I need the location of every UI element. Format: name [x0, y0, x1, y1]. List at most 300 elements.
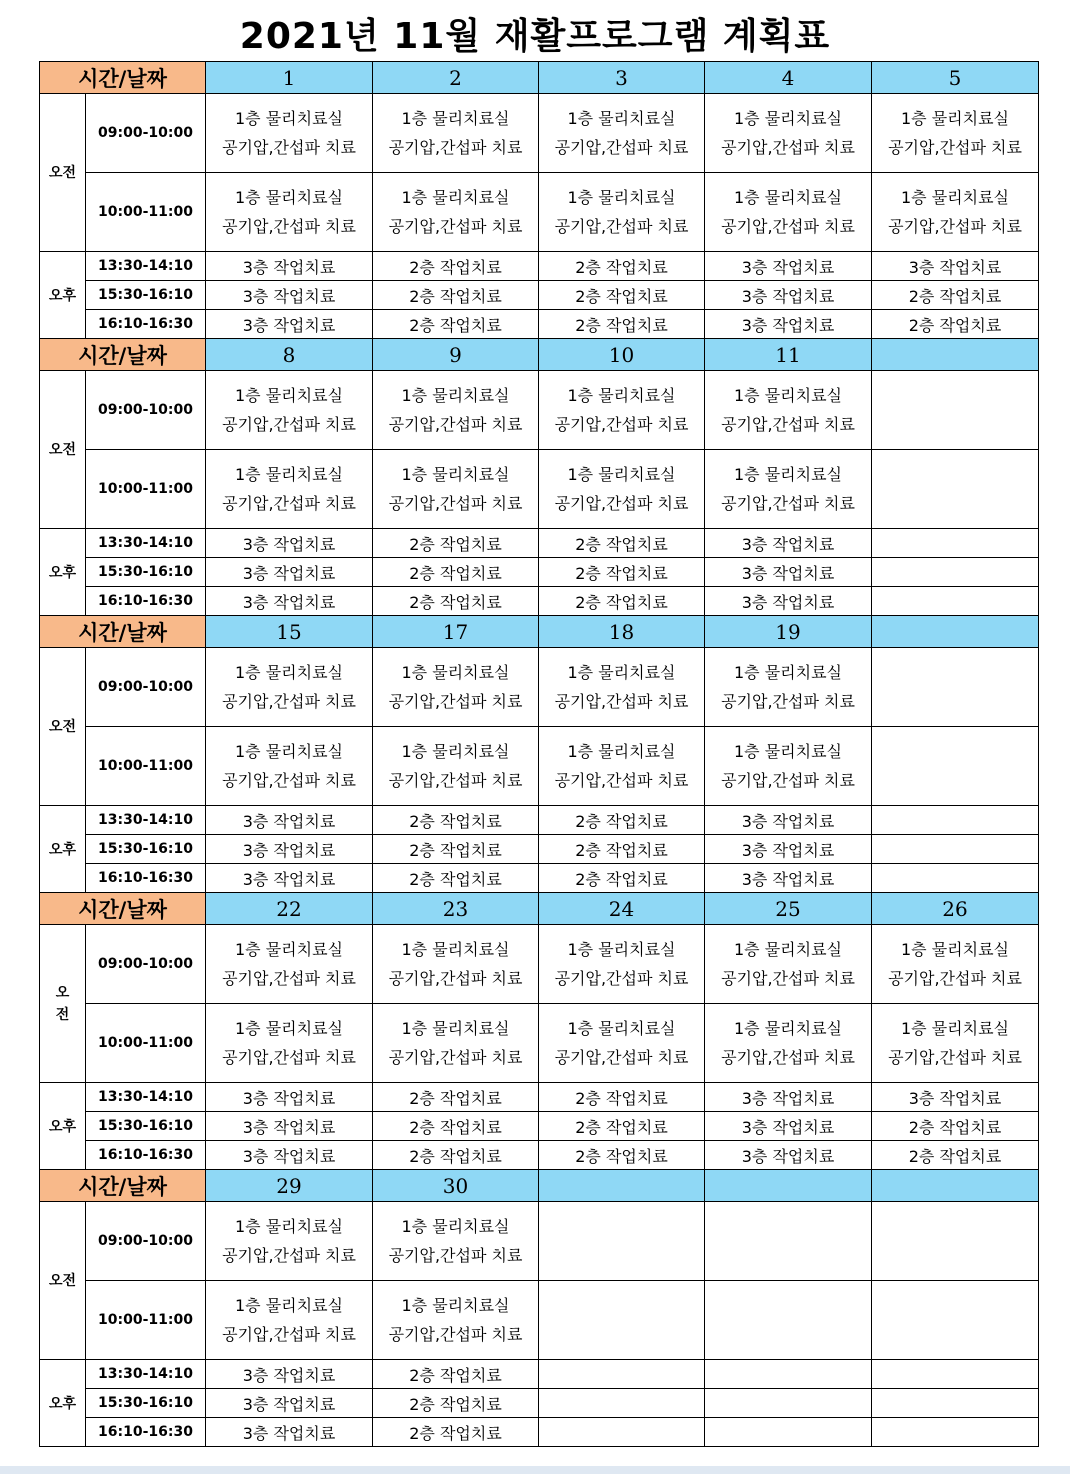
day-number: [872, 1170, 1039, 1202]
time-date-label: 시간/날짜: [40, 1170, 206, 1202]
treatment-type: 공기압,간섭파 치료: [554, 771, 689, 790]
treatment-type: 공기압,간섭파 치료: [721, 217, 855, 236]
schedule-cell: 2층 작업치료: [373, 252, 539, 281]
window-bottom-edge: [0, 1466, 1070, 1474]
treatment-location: 1층 물리치료실: [235, 742, 344, 761]
schedule-cell: [206, 1004, 373, 1083]
time-slot: 09:00-10:00: [86, 371, 206, 450]
treatment-location: 1층 물리치료실: [235, 188, 344, 207]
treatment-type: 공기압,간섭파 치료: [721, 138, 855, 157]
day-number: [539, 1170, 705, 1202]
time-slot: 09:00-10:00: [86, 1202, 206, 1281]
treatment-type: 공기압,간섭파 치료: [388, 494, 523, 513]
pm-row: [40, 1389, 1039, 1418]
schedule-cell: [206, 1202, 373, 1281]
schedule-cell: 2층 작업치료: [373, 806, 539, 835]
schedule-cell: 2층 작업치료: [373, 1418, 539, 1447]
treatment-location: 1층 물리치료실: [235, 663, 344, 682]
pm-row: [40, 1112, 1039, 1141]
pm-row: [40, 529, 1039, 558]
schedule-cell: [705, 450, 872, 529]
schedule-cell: 2층 작업치료: [539, 864, 705, 893]
treatment-location: 1층 물리치료실: [734, 1019, 843, 1038]
treatment-location: 1층 물리치료실: [567, 940, 676, 959]
schedule-cell: 2층 작업치료: [539, 835, 705, 864]
treatment-type: 공기압,간섭파 치료: [721, 969, 855, 988]
schedule-cell: 2층 작업치료: [373, 1360, 539, 1389]
schedule-cell: [705, 1360, 872, 1389]
day-number: 18: [539, 616, 705, 648]
schedule-cell: 3층 작업치료: [206, 252, 373, 281]
schedule-cell: 3층 작업치료: [705, 1112, 872, 1141]
time-slot: 09:00-10:00: [86, 648, 206, 727]
treatment-type: 공기압,간섭파 치료: [388, 415, 523, 434]
schedule-cell: 3층 작업치료: [705, 1141, 872, 1170]
schedule-cell: [206, 648, 373, 727]
time-slot: 15:30-16:10: [86, 558, 206, 587]
pm-row: [40, 558, 1039, 587]
schedule-cell: 2층 작업치료: [539, 310, 705, 339]
schedule-cell: 3층 작업치료: [705, 252, 872, 281]
schedule-cell: [705, 1418, 872, 1447]
time-slot: 13:30-14:10: [86, 806, 206, 835]
schedule-cell: [705, 727, 872, 806]
treatment-location: 1층 물리치료실: [734, 465, 843, 484]
treatment-location: 1층 물리치료실: [401, 465, 510, 484]
treatment-location: 1층 물리치료실: [567, 1019, 676, 1038]
treatment-location: 1층 물리치료실: [567, 663, 676, 682]
schedule-cell: 2층 작업치료: [373, 864, 539, 893]
pm-row: [40, 1141, 1039, 1170]
period-pm-label: 오후: [40, 252, 86, 339]
schedule-cell: [373, 371, 539, 450]
day-number: 4: [705, 62, 872, 94]
time-slot: 10:00-11:00: [86, 450, 206, 529]
treatment-location: 1층 물리치료실: [567, 188, 676, 207]
schedule-cell: [872, 835, 1039, 864]
schedule-cell: 2층 작업치료: [373, 835, 539, 864]
pm-row: [40, 281, 1039, 310]
treatment-type: 공기압,간섭파 치료: [388, 771, 523, 790]
treatment-location: 1층 물리치료실: [901, 188, 1010, 207]
schedule-cell: [872, 558, 1039, 587]
am-row: [40, 173, 1039, 252]
schedule-cell: [705, 1004, 872, 1083]
schedule-cell: [872, 1389, 1039, 1418]
time-slot: 15:30-16:10: [86, 1112, 206, 1141]
schedule-cell: 2층 작업치료: [872, 310, 1039, 339]
schedule-cell: 2층 작업치료: [539, 806, 705, 835]
day-number: 30: [373, 1170, 539, 1202]
schedule-cell: [872, 925, 1039, 1004]
treatment-location: 1층 물리치료실: [235, 1296, 344, 1315]
day-number: 1: [206, 62, 373, 94]
day-number: 17: [373, 616, 539, 648]
day-number: 9: [373, 339, 539, 371]
schedule-cell: 3층 작업치료: [206, 529, 373, 558]
pm-row: [40, 1083, 1039, 1112]
treatment-location: 1층 물리치료실: [235, 109, 344, 128]
schedule-cell: 2층 작업치료: [539, 558, 705, 587]
schedule-cell: 3층 작업치료: [206, 1083, 373, 1112]
treatment-location: 1층 물리치료실: [567, 465, 676, 484]
treatment-location: 1층 물리치료실: [734, 188, 843, 207]
schedule-cell: [206, 1281, 373, 1360]
schedule-cell: [539, 450, 705, 529]
treatment-type: 공기압,간섭파 치료: [222, 1325, 356, 1344]
pm-row: [40, 1418, 1039, 1447]
time-slot: 15:30-16:10: [86, 835, 206, 864]
am-row: [40, 94, 1039, 173]
time-date-label: 시간/날짜: [40, 616, 206, 648]
day-number: 11: [705, 339, 872, 371]
schedule-cell: 3층 작업치료: [206, 864, 373, 893]
am-row: [40, 1281, 1039, 1360]
schedule-cell: 2층 작업치료: [539, 529, 705, 558]
schedule-cell: 3층 작업치료: [705, 310, 872, 339]
am-row: [40, 925, 1039, 1004]
schedule-cell: 3층 작업치료: [206, 1389, 373, 1418]
schedule-cell: [705, 1281, 872, 1360]
treatment-type: 공기압,간섭파 치료: [721, 415, 855, 434]
schedule-cell: [539, 1202, 705, 1281]
schedule-cell: [872, 1281, 1039, 1360]
schedule-cell: 2층 작업치료: [373, 281, 539, 310]
schedule-cell: [872, 1360, 1039, 1389]
day-number: [872, 616, 1039, 648]
treatment-location: 1층 물리치료실: [235, 465, 344, 484]
treatment-location: 1층 물리치료실: [401, 940, 510, 959]
schedule-cell: [705, 94, 872, 173]
schedule-cell: 3층 작업치료: [206, 1141, 373, 1170]
pm-row: [40, 252, 1039, 281]
treatment-type: 공기압,간섭파 치료: [888, 1048, 1022, 1067]
treatment-location: 1층 물리치료실: [734, 742, 843, 761]
schedule-cell: 2층 작업치료: [373, 529, 539, 558]
treatment-type: 공기압,간섭파 치료: [388, 969, 523, 988]
schedule-cell: 2층 작업치료: [373, 1141, 539, 1170]
schedule-cell: [705, 1389, 872, 1418]
treatment-location: 1층 물리치료실: [401, 188, 510, 207]
schedule-cell: 2층 작업치료: [373, 1389, 539, 1418]
schedule-cell: [373, 1004, 539, 1083]
pm-row: [40, 806, 1039, 835]
time-slot: 10:00-11:00: [86, 727, 206, 806]
treatment-type: 공기압,간섭파 치료: [222, 1246, 356, 1265]
treatment-type: 공기압,간섭파 치료: [554, 415, 689, 434]
treatment-location: 1층 물리치료실: [401, 742, 510, 761]
schedule-cell: 2층 작업치료: [539, 587, 705, 616]
schedule-cell: [705, 925, 872, 1004]
schedule-cell: 3층 작업치료: [206, 1112, 373, 1141]
schedule-cell: [206, 450, 373, 529]
schedule-cell: [539, 1389, 705, 1418]
schedule-cell: [373, 450, 539, 529]
schedule-cell: 3층 작업치료: [705, 806, 872, 835]
time-slot: 10:00-11:00: [86, 1281, 206, 1360]
schedule-cell: 3층 작업치료: [206, 1360, 373, 1389]
schedule-cell: [373, 925, 539, 1004]
schedule-cell: 3층 작업치료: [705, 1083, 872, 1112]
schedule-cell: [373, 94, 539, 173]
schedule-cell: [539, 1281, 705, 1360]
schedule-cell: [373, 173, 539, 252]
treatment-type: 공기압,간섭파 치료: [721, 692, 855, 711]
schedule-cell: [206, 94, 373, 173]
treatment-type: 공기압,간섭파 치료: [721, 1048, 855, 1067]
treatment-location: 1층 물리치료실: [734, 940, 843, 959]
day-number: 8: [206, 339, 373, 371]
schedule-cell: 3층 작업치료: [705, 835, 872, 864]
schedule-cell: 2층 작업치료: [373, 1112, 539, 1141]
day-number: 22: [206, 893, 373, 925]
schedule-cell: 2층 작업치료: [373, 587, 539, 616]
schedule-cell: 3층 작업치료: [206, 587, 373, 616]
day-number: 26: [872, 893, 1039, 925]
treatment-type: 공기압,간섭파 치료: [888, 138, 1022, 157]
treatment-location: 1층 물리치료실: [401, 1217, 510, 1236]
am-row: [40, 1202, 1039, 1281]
period-am-label: 오전: [40, 94, 86, 252]
treatment-type: 공기압,간섭파 치료: [388, 1246, 523, 1265]
am-row: [40, 450, 1039, 529]
day-number: [705, 1170, 872, 1202]
treatment-location: 1층 물리치료실: [567, 109, 676, 128]
treatment-type: 공기압,간섭파 치료: [721, 771, 855, 790]
schedule-cell: [539, 1360, 705, 1389]
am-row: [40, 648, 1039, 727]
day-number: 5: [872, 62, 1039, 94]
day-number: 10: [539, 339, 705, 371]
schedule-cell: 2층 작업치료: [373, 310, 539, 339]
schedule-cell: 2층 작업치료: [373, 558, 539, 587]
treatment-type: 공기압,간섭파 치료: [888, 217, 1022, 236]
treatment-location: 1층 물리치료실: [235, 1019, 344, 1038]
schedule-cell: 2층 작업치료: [373, 1083, 539, 1112]
schedule-cell: [539, 1418, 705, 1447]
day-number: 29: [206, 1170, 373, 1202]
treatment-type: 공기압,간섭파 치료: [888, 969, 1022, 988]
treatment-location: 1층 물리치료실: [401, 1296, 510, 1315]
time-date-label: 시간/날짜: [40, 893, 206, 925]
treatment-type: 공기압,간섭파 치료: [222, 969, 356, 988]
schedule-cell: [705, 173, 872, 252]
period-am-label: 오전: [40, 371, 86, 529]
time-slot: 09:00-10:00: [86, 94, 206, 173]
period-pm-label: 오후: [40, 806, 86, 893]
week-header-row: [40, 62, 1039, 94]
schedule-cell: 3층 작업치료: [206, 558, 373, 587]
schedule-table: [39, 61, 1039, 1447]
treatment-type: 공기압,간섭파 치료: [721, 494, 855, 513]
treatment-location: 1층 물리치료실: [401, 663, 510, 682]
schedule-cell: [373, 648, 539, 727]
schedule-cell: 3층 작업치료: [705, 558, 872, 587]
schedule-cell: [872, 727, 1039, 806]
period-am-label: 오 전: [40, 925, 86, 1083]
schedule-cell: 3층 작업치료: [206, 310, 373, 339]
treatment-type: 공기압,간섭파 치료: [388, 1048, 523, 1067]
treatment-location: 1층 물리치료실: [235, 1217, 344, 1236]
day-number: 3: [539, 62, 705, 94]
am-row: [40, 727, 1039, 806]
treatment-type: 공기압,간섭파 치료: [554, 138, 689, 157]
schedule-cell: 2층 작업치료: [539, 252, 705, 281]
treatment-location: 1층 물리치료실: [734, 109, 843, 128]
schedule-cell: 3층 작업치료: [872, 252, 1039, 281]
day-number: 24: [539, 893, 705, 925]
schedule-cell: [539, 1004, 705, 1083]
time-slot: 16:10-16:30: [86, 864, 206, 893]
schedule-cell: [872, 371, 1039, 450]
pm-row: [40, 587, 1039, 616]
schedule-cell: [539, 925, 705, 1004]
schedule-cell: [206, 727, 373, 806]
pm-row: [40, 310, 1039, 339]
time-slot: 16:10-16:30: [86, 587, 206, 616]
pm-row: [40, 1360, 1039, 1389]
day-number: 2: [373, 62, 539, 94]
treatment-type: 공기압,간섭파 치료: [222, 415, 356, 434]
time-slot: 16:10-16:30: [86, 1418, 206, 1447]
treatment-type: 공기압,간섭파 치료: [554, 969, 689, 988]
treatment-type: 공기압,간섭파 치료: [554, 217, 689, 236]
schedule-cell: 3층 작업치료: [206, 281, 373, 310]
schedule-cell: [872, 450, 1039, 529]
schedule-cell: 2층 작업치료: [872, 281, 1039, 310]
schedule-cell: [872, 94, 1039, 173]
treatment-location: 1층 물리치료실: [401, 1019, 510, 1038]
schedule-cell: 2층 작업치료: [872, 1112, 1039, 1141]
treatment-location: 1층 물리치료실: [235, 940, 344, 959]
treatment-location: 1층 물리치료실: [401, 386, 510, 405]
am-row: [40, 371, 1039, 450]
treatment-type: 공기압,간섭파 치료: [388, 1325, 523, 1344]
treatment-type: 공기압,간섭파 치료: [222, 771, 356, 790]
period-am-label: 오전: [40, 1202, 86, 1360]
page-title: 2021년 11월 재활프로그램 계획표: [239, 16, 831, 57]
schedule-cell: [206, 371, 373, 450]
treatment-location: 1층 물리치료실: [734, 386, 843, 405]
time-slot: 13:30-14:10: [86, 252, 206, 281]
treatment-type: 공기압,간섭파 치료: [554, 692, 689, 711]
schedule-cell: [872, 173, 1039, 252]
treatment-type: 공기압,간섭파 치료: [388, 217, 523, 236]
schedule-cell: [705, 1202, 872, 1281]
time-slot: 15:30-16:10: [86, 281, 206, 310]
treatment-type: 공기압,간섭파 치료: [388, 138, 523, 157]
time-slot: 09:00-10:00: [86, 925, 206, 1004]
schedule-cell: [539, 94, 705, 173]
time-slot: 13:30-14:10: [86, 529, 206, 558]
schedule-cell: 2층 작업치료: [539, 1083, 705, 1112]
pm-row: [40, 835, 1039, 864]
period-pm-label: 오후: [40, 1360, 86, 1447]
week-header-row: [40, 339, 1039, 371]
time-slot: 16:10-16:30: [86, 310, 206, 339]
schedule-cell: [872, 648, 1039, 727]
week-header-row: [40, 616, 1039, 648]
treatment-type: 공기압,간섭파 치료: [222, 494, 356, 513]
schedule-cell: 3층 작업치료: [705, 281, 872, 310]
treatment-type: 공기압,간섭파 치료: [554, 494, 689, 513]
schedule-cell: [539, 371, 705, 450]
time-slot: 13:30-14:10: [86, 1360, 206, 1389]
schedule-cell: [705, 648, 872, 727]
schedule-cell: 3층 작업치료: [705, 529, 872, 558]
time-slot: 10:00-11:00: [86, 173, 206, 252]
schedule-cell: [539, 173, 705, 252]
treatment-location: 1층 물리치료실: [734, 663, 843, 682]
schedule-cell: [872, 1202, 1039, 1281]
period-am-label: 오전: [40, 648, 86, 806]
period-pm-label: 오후: [40, 529, 86, 616]
schedule-cell: [872, 587, 1039, 616]
time-slot: 13:30-14:10: [86, 1083, 206, 1112]
treatment-location: 1층 물리치료실: [901, 1019, 1010, 1038]
day-number: 23: [373, 893, 539, 925]
schedule-cell: [373, 727, 539, 806]
schedule-cell: 2층 작업치료: [539, 281, 705, 310]
treatment-type: 공기압,간섭파 치료: [222, 692, 356, 711]
treatment-location: 1층 물리치료실: [235, 386, 344, 405]
day-number: 15: [206, 616, 373, 648]
schedule-cell: 3층 작업치료: [705, 864, 872, 893]
schedule-cell: [373, 1202, 539, 1281]
schedule-cell: 3층 작업치료: [206, 835, 373, 864]
schedule-cell: [539, 727, 705, 806]
day-number: [872, 339, 1039, 371]
schedule-cell: [206, 173, 373, 252]
am-row: [40, 1004, 1039, 1083]
schedule-cell: 3층 작업치료: [705, 587, 872, 616]
schedule-cell: [872, 806, 1039, 835]
schedule-cell: [705, 371, 872, 450]
treatment-type: 공기압,간섭파 치료: [388, 692, 523, 711]
treatment-type: 공기압,간섭파 치료: [222, 138, 356, 157]
schedule-cell: [373, 1281, 539, 1360]
treatment-type: 공기압,간섭파 치료: [222, 217, 356, 236]
treatment-location: 1층 물리치료실: [901, 109, 1010, 128]
schedule-cell: 2층 작업치료: [539, 1141, 705, 1170]
treatment-location: 1층 물리치료실: [567, 386, 676, 405]
time-date-label: 시간/날짜: [40, 339, 206, 371]
time-slot: 15:30-16:10: [86, 1389, 206, 1418]
treatment-location: 1층 물리치료실: [567, 742, 676, 761]
schedule-cell: [206, 925, 373, 1004]
schedule-cell: [872, 1004, 1039, 1083]
time-slot: 16:10-16:30: [86, 1141, 206, 1170]
treatment-type: 공기압,간섭파 치료: [222, 1048, 356, 1067]
time-date-label: 시간/날짜: [40, 62, 206, 94]
week-header-row: [40, 893, 1039, 925]
time-slot: 10:00-11:00: [86, 1004, 206, 1083]
schedule-cell: 3층 작업치료: [872, 1083, 1039, 1112]
schedule-cell: [872, 1418, 1039, 1447]
treatment-type: 공기압,간섭파 치료: [554, 1048, 689, 1067]
week-header-row: [40, 1170, 1039, 1202]
schedule-cell: 3층 작업치료: [206, 1418, 373, 1447]
schedule-cell: 2층 작업치료: [872, 1141, 1039, 1170]
schedule-cell: [872, 864, 1039, 893]
treatment-location: 1층 물리치료실: [901, 940, 1010, 959]
day-number: 25: [705, 893, 872, 925]
schedule-cell: 2층 작업치료: [539, 1112, 705, 1141]
schedule-cell: 3층 작업치료: [206, 806, 373, 835]
schedule-cell: [539, 648, 705, 727]
treatment-location: 1층 물리치료실: [401, 109, 510, 128]
schedule-cell: [872, 529, 1039, 558]
